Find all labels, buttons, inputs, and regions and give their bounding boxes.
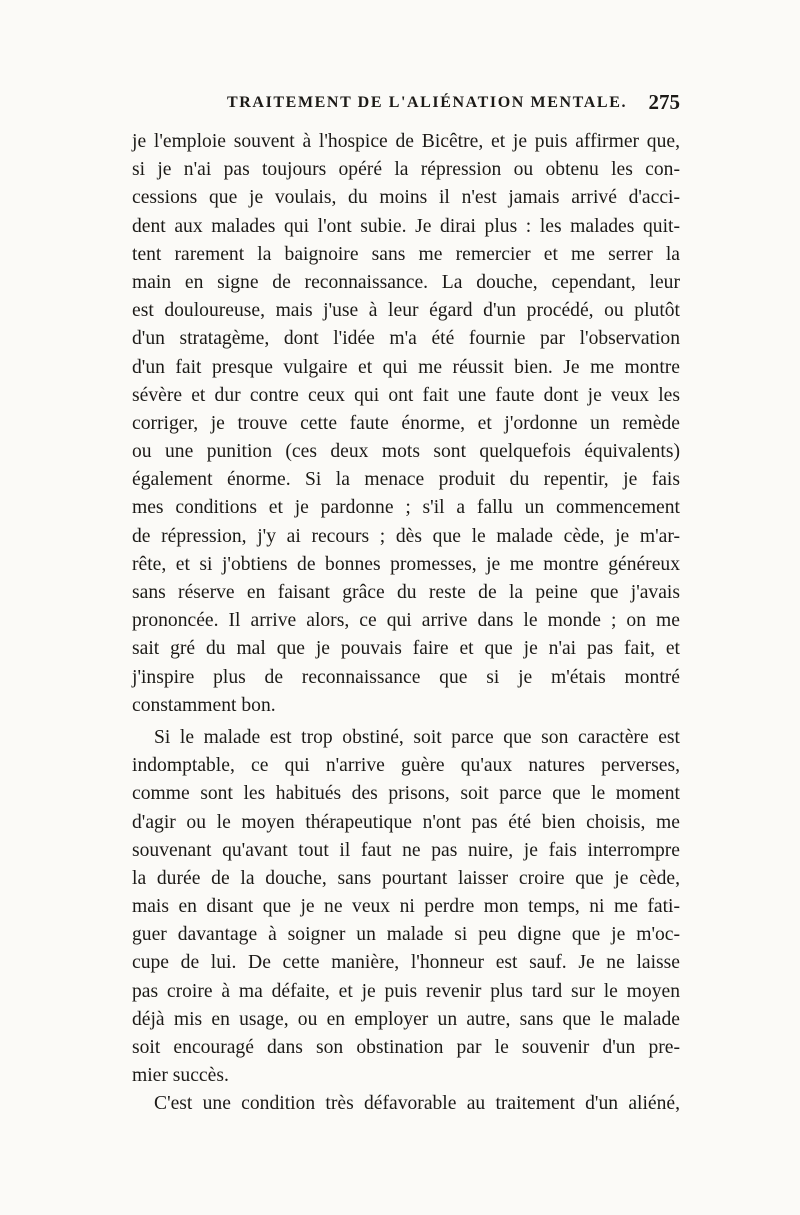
text-line: si je n'ai pas toujours opéré la répression ou obtenu les con-	[132, 159, 680, 181]
paragraph-3	[132, 1090, 680, 1118]
text-line: j'inspire plus de reconnaissance que si je m'étais montré	[132, 666, 680, 688]
running-head	[132, 90, 680, 120]
body-text	[132, 128, 680, 1119]
text-line: prononcée. Il arrive alors, ce qui arrive dans le monde ; on me	[132, 610, 680, 632]
text-line: mier succès.	[132, 1065, 229, 1087]
text-line: indomptable, ce qui n'arrive guère qu'aux natures perverses,	[132, 755, 680, 777]
text-line: main en signe de reconnaissance. La douche, cependant, leur	[132, 271, 680, 293]
paragraph-1	[132, 128, 680, 720]
page-number: 275	[648, 90, 680, 114]
text-line: est douloureuse, mais j'use à leur égard d'un procédé, ou plutôt	[132, 300, 680, 322]
text-line: souvenant qu'avant tout il faut ne pas nuire, je fais interrompre	[132, 839, 680, 861]
text-line: corriger, je trouve cette faute énorme, et j'ordonne un remède	[132, 412, 680, 434]
text-line: ou une punition (ces deux mots sont quelquefois équivalents)	[132, 441, 680, 463]
text-line: je l'emploie souvent à l'hospice de Bicêtre, et je puis affirmer que,	[132, 131, 680, 152]
text-line: sait gré du mal que je pouvais faire et que je n'ai pas fait, et	[132, 638, 680, 660]
paragraph-2	[132, 724, 680, 1090]
text-line: d'un fait presque vulgaire et qui me réussit bien. Je me montre	[132, 356, 680, 378]
text-line: d'agir ou le moyen thérapeutique n'ont pas été bien choisis, me	[132, 811, 680, 833]
text-line: constamment bon.	[132, 694, 276, 716]
text-line: guer davantage à soigner un malade si peu digne que je m'oc-	[132, 924, 680, 946]
running-title: TRAITEMENT DE L'ALIÉNATION MENTALE.	[227, 94, 628, 111]
text-line: cessions que je voulais, du moins il n'est jamais arrivé d'acci-	[132, 187, 680, 209]
text-line: la durée de la douche, sans pourtant laisser croire que je cède,	[132, 867, 680, 889]
text-line: Si le malade est trop obstiné, soit parce que son caractère est	[154, 726, 680, 748]
text-line: rête, et si j'obtiens de bonnes promesses, je me montre généreux	[132, 553, 680, 575]
text-line: C'est une condition très défavorable au traitement d'un aliéné,	[154, 1093, 680, 1115]
text-line: sévère et dur contre ceux qui ont fait une faute dont je veux les	[132, 384, 680, 406]
text-line: de répression, j'y ai recours ; dès que le malade cède, je m'ar-	[132, 525, 680, 547]
text-line: également énorme. Si la menace produit du repentir, je fais	[132, 469, 680, 491]
text-line: mes conditions et je pardonne ; s'il a fallu un commencement	[132, 497, 680, 519]
text-line: soit encouragé dans son obstination par le souvenir d'un pre-	[132, 1037, 680, 1058]
text-line: tent rarement la baignoire sans me remercier et me serrer la	[132, 243, 680, 265]
text-line: comme sont les habitués des prisons, soit parce que le moment	[132, 783, 680, 805]
text-line: déjà mis en usage, ou en employer un autre, sans que le malade	[132, 1008, 680, 1030]
text-line: sans réserve en faisant grâce du reste de la peine que j'avais	[132, 582, 680, 603]
text-line: pas croire à ma défaite, et je puis revenir plus tard sur le moyen	[132, 980, 680, 1002]
text-line: dent aux malades qui l'ont subie. Je dirai plus : les malades quit-	[132, 215, 680, 237]
text-line: cupe de lui. De cette manière, l'honneur est sauf. Je ne laisse	[132, 952, 680, 974]
text-line: mais en disant que je ne veux ni perdre mon temps, ni me fati-	[132, 896, 680, 918]
text-line: d'un stratagème, dont l'idée m'a été fournie par l'observation	[132, 328, 680, 350]
